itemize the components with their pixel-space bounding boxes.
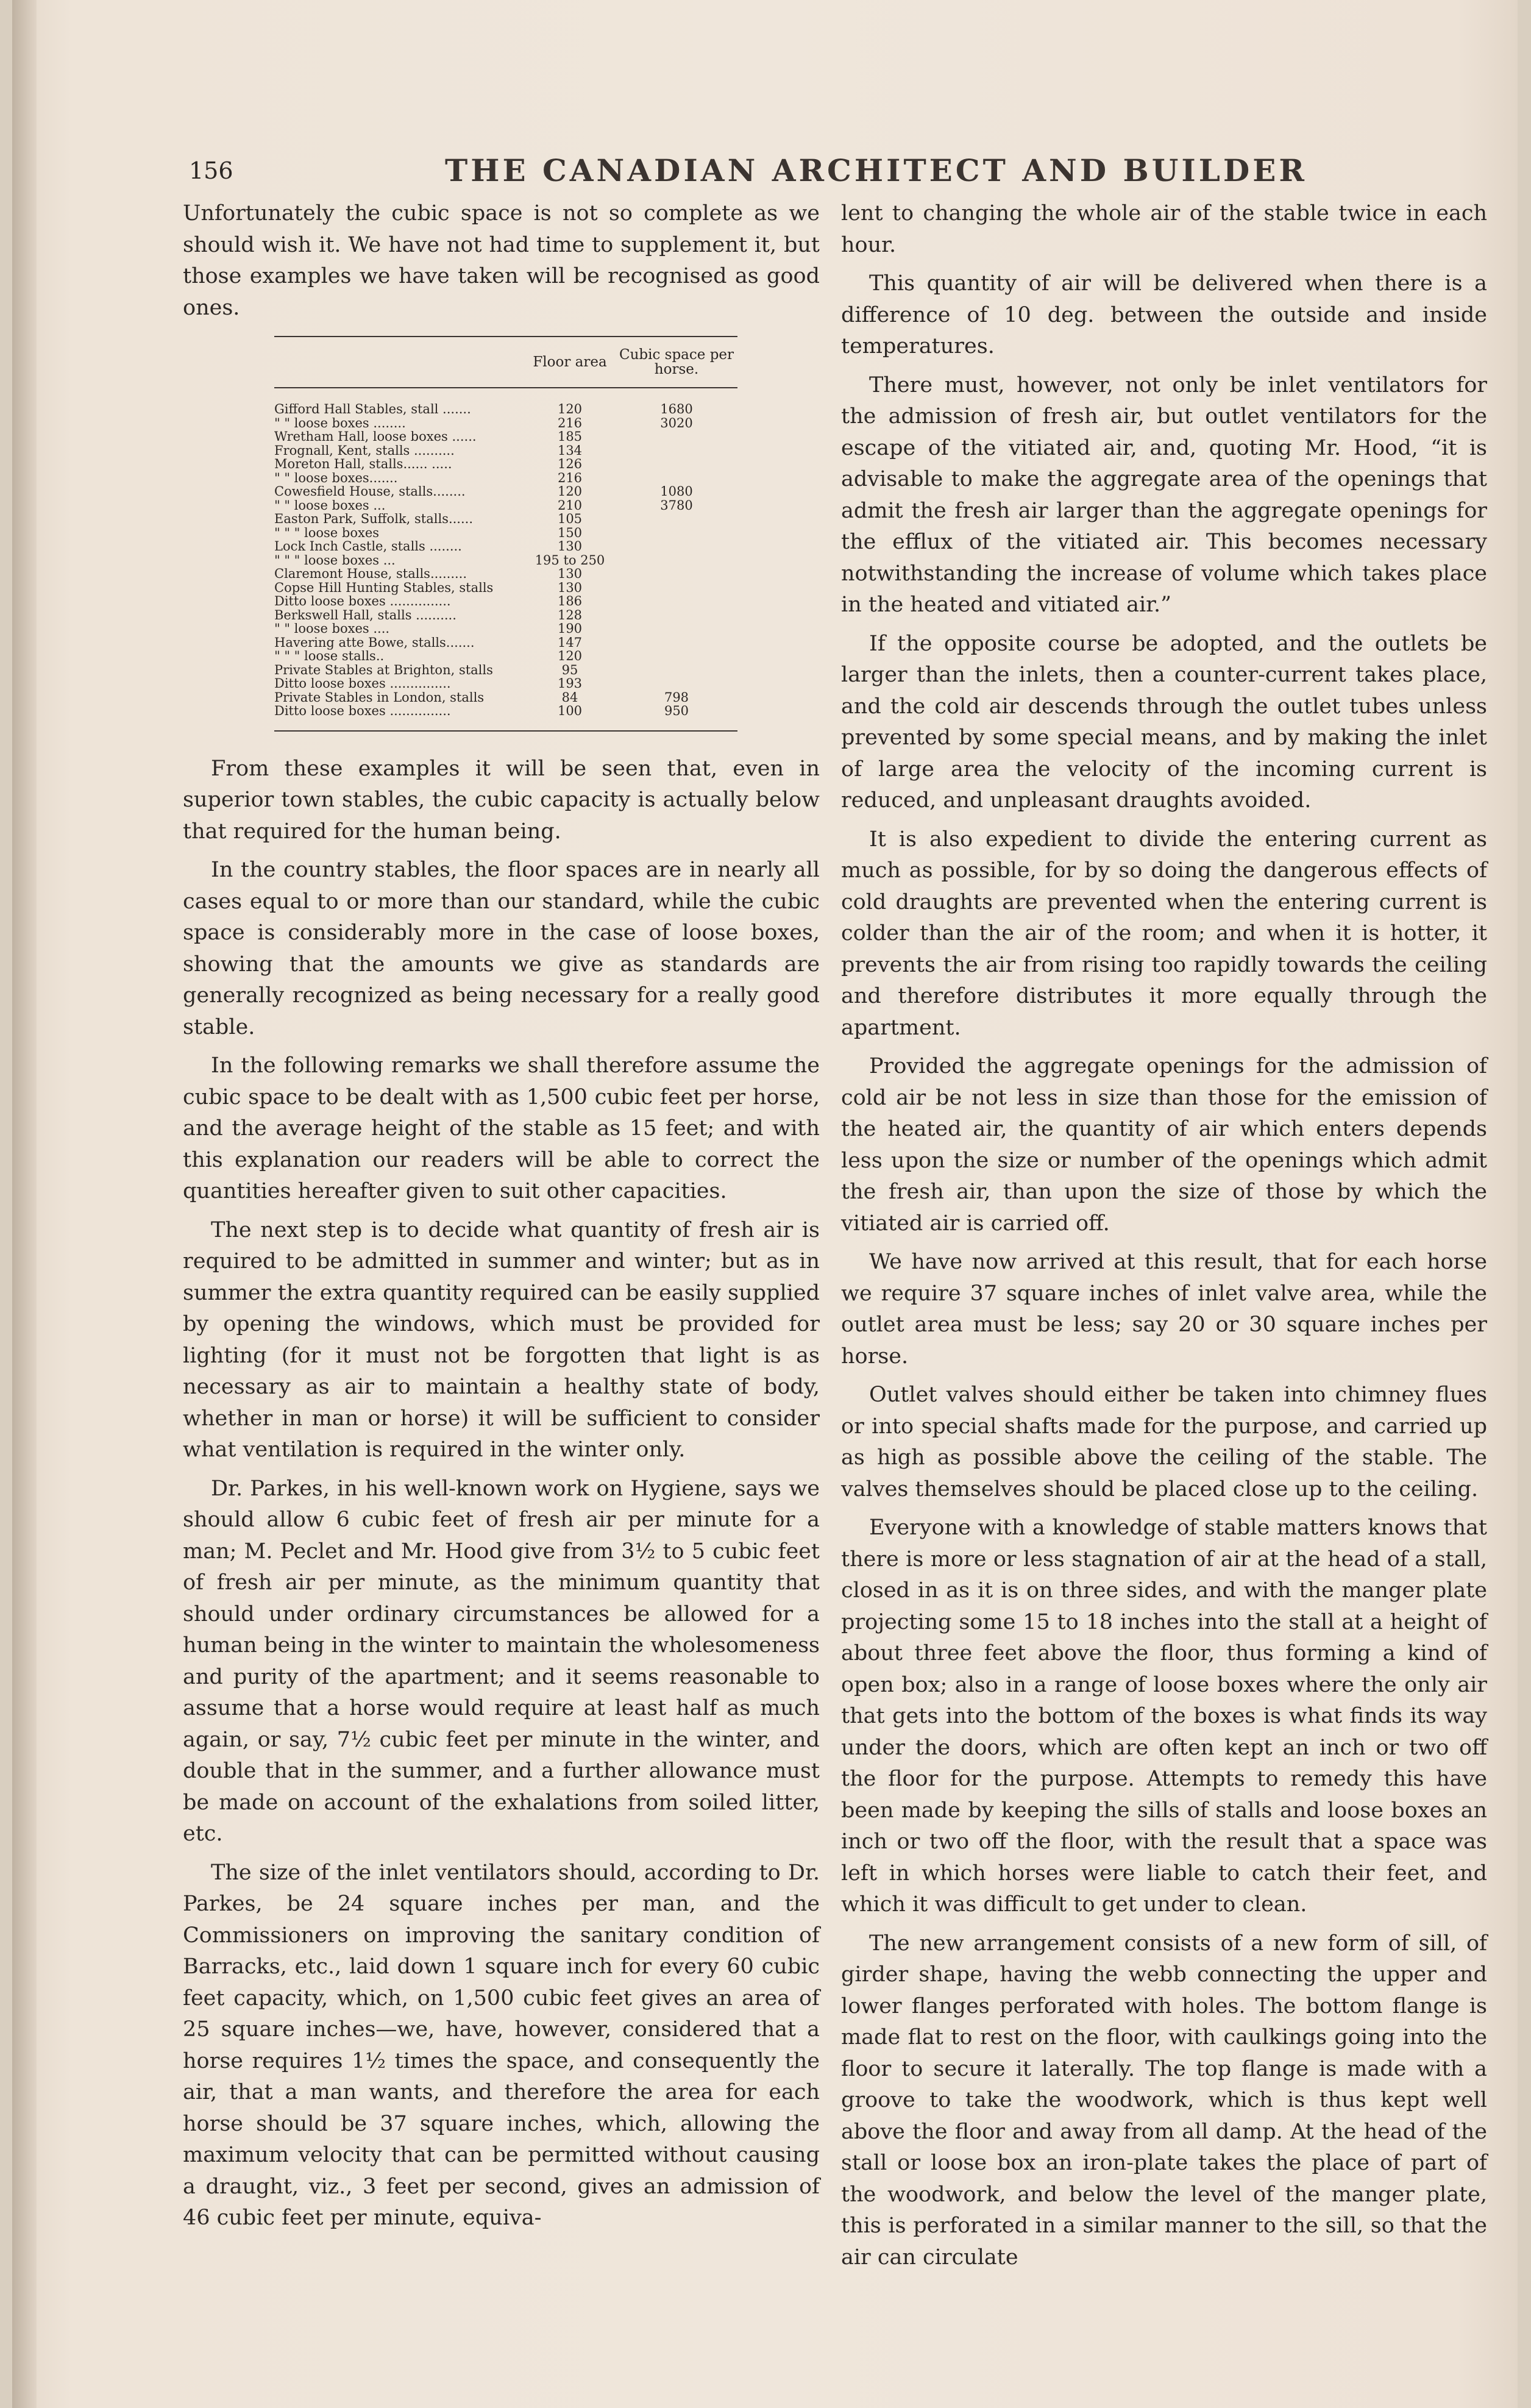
body-paragraph: Outlet valves should either be taken into chimney flues or into special shafts made for the purpose, and carried up as high as possible above the ceiling of the stable. The valves themselves should be placed close up to the ceiling. [841,1383,1487,1501]
table-cell-floor-area: 130 [557,580,583,595]
scanned-page [12,0,1518,2408]
body-paragraph: This quantity of air will be delivered when there is a difference of 10 deg. between the outside and inside temperatures. [841,271,1487,358]
body-paragraph: It is also expedient to divide the entering current as much as possible, for by so doing the dangerous effects of cold draughts are prevented when the entering current is colder than the air of the room; and when it is hotter, it prevents the air from rising too rapidly towards the ceiling and therefore distributes it more equally through the apartment. [841,827,1487,1040]
table-header-floor-area: Floor area [533,354,607,370]
table-cell-cubic-space: 950 [664,704,689,718]
table-cell-cubic-space [616,527,737,541]
table-cell-floor-area: 130 [557,566,583,581]
table-cell-floor-area: 186 [557,594,583,608]
left-body-text [183,753,820,2234]
table-row [274,582,737,596]
stable-examples-table [274,336,737,732]
table-cell-floor-area: 195 to 250 [535,552,605,568]
table-cell-floor-area: 150 [557,525,583,540]
table-row [274,431,737,445]
table-cell-cubic-space [616,623,737,637]
body-paragraph: The size of the inlet ventilators should, according to Dr. Parkes, be 24 square inches per man, and the Commissioners on improving the sanitary condition of Barracks, etc., laid down 1 square inch for every 60 cubic feet capacity, which, on 1,500 cubic feet gives an area of 25 square inches—we, have, however, considered that a horse requires 1½ times the space, and consequently the air, that a man wants, and therefore the area for each horse should be 37 square inches, which, allowing the maximum velocity that can be permitted without causing a draught, viz., 3 feet per second, gives an admission of 46 cubic feet per minute, equiva- [183,1860,820,2230]
table-cell-cubic-space [616,664,737,679]
right-column [841,198,1487,2281]
table-cell-stable: Ditto loose boxes ............... [274,596,451,608]
table-cell-stable: " " loose boxes .... [274,623,390,636]
body-paragraph: In the country stables, the floor spaces are in nearly all cases equal to or more than our standard, while the cubic space is considerably more in the case of loose boxes, showing that the amounts we give as standards are generally recognized as being necessary for a really good stable. [183,858,820,1039]
table-cell-floor-area: 210 [557,497,583,513]
table-cell-cubic-space: 3780 [660,497,693,513]
table-row [274,637,737,651]
table-header-cubic-space: Cubic space per horse. [619,347,734,377]
table-row [274,445,737,459]
table-cell-cubic-space: 1080 [660,484,693,499]
table-cell-stable: Berkswell Hall, stalls .......... [274,609,456,622]
body-paragraph: In the following remarks we shall therefore assume the cubic space to be dealt with as 1,500 cubic feet per horse, and the average height of the stable as 15 feet; and with this explanation our readers will be able to correct the quantities hereafter given to suit other capacities. [183,1053,820,1203]
table-cell-stable: " " " loose stalls.. [274,650,385,663]
body-paragraph: There must, however, not only be inlet ventilators for the admission of fresh air, but outlet ventilators for the escape of the vitiated air, and, quoting Mr. Hood, “it is advisable to make the aggregate area of the openings that admit the fresh air larger than the aggregate openings for the efflux of the vitiated air. This becomes necessary notwithstanding the increase of volume which takes place in the heated and vitiated air.” [841,372,1487,617]
table-cell-floor-area: 134 [557,443,583,458]
table-cell-cubic-space [616,596,737,610]
page-header [189,152,1493,195]
table-cell-stable: Wretham Hall, loose boxes ...... [274,431,477,444]
table-cell-floor-area: 216 [557,470,583,485]
table-cell-cubic-space [616,568,737,582]
table-header-row [274,337,737,387]
intro-paragraph: Unfortunately the cubic space is not so complete as we should wish it. We have not had time to supplement it, but those examples we have taken will be recognised as good ones. [183,201,820,320]
table-row [274,552,737,569]
table-row [274,596,737,610]
table-cell-stable: Easton Park, Suffolk, stalls...... [274,513,473,526]
table-cell-stable: Lock Inch Castle, stalls ........ [274,541,462,554]
body-paragraph: We have now arrived at this result, that for each horse we require 37 square inches of inlet valve area, while the outlet area must be less; say 20 or 30 square inches per horse. [841,1250,1487,1369]
table-cell-cubic-space: 798 [664,689,689,705]
table-cell-stable: " " " loose boxes [274,527,380,540]
table-row [274,664,737,679]
body-paragraph: If the opposite course be adopted, and the outlets be larger than the inlets, then a counter-current takes place, and the cold air descends through the outlet tubes unless prevented by some special means, and by making the inlet of large area the velocity of the incoming current is reduced, and unpleasant draughts avoided. [841,631,1487,813]
table-cell-stable: Ditto loose boxes ............... [274,705,451,718]
table-cell-stable: Havering atte Bowe, stalls....... [274,636,475,650]
table-cell-cubic-space [616,582,737,596]
table-cell-stable: Private Stables at Brighton, stalls [274,664,493,677]
table-cell-stable: Claremont House, stalls......... [274,568,467,581]
table-cell-cubic-space [616,431,737,445]
table-cell-stable: Cowesfield House, stalls........ [274,486,466,499]
table-cell-cubic-space [616,650,737,664]
body-paragraph: From these examples it will be seen that, even in superior town stables, the cubic capacity is actually below that required for the human being. [183,756,820,844]
table-row [274,527,737,541]
table-cell-stable: Gifford Hall Stables, stall ....... [274,404,471,416]
table-cell-stable: " " loose boxes....... [274,472,398,485]
body-paragraph: The next step is to decide what quantity of fresh air is required to be admitted in summer and winter; but as in summer the extra quantity required can be easily supplied by opening the windows, which must be provided for lighting (for it must not be forgotten that light is as necessary as air to maintain a healthy state of body, whether in man or horse) it will be sufficient to consider what ventilation is required in the winter only. [183,1217,820,1462]
table-cell-floor-area: 193 [557,676,583,691]
table-row [274,650,737,664]
right-body-text [841,198,1487,2273]
table-cell-stable: Ditto loose boxes ............... [274,678,451,691]
table-cell-stable: " " " loose boxes ... [274,554,396,568]
table-bottom-rule [274,730,737,732]
table-cell-cubic-space: 3020 [660,415,693,430]
table-cell-stable: " " loose boxes ... [274,499,386,513]
body-paragraph: lent to changing the whole air of the stable twice in each hour. [841,201,1487,257]
table-cell-floor-area: 128 [557,607,583,622]
table-cell-floor-area: 120 [557,484,583,499]
body-paragraph: The new arrangement consists of a new form of sill, of girder shape, having the webb connecting the upper and lower flanges perforated with holes. The bottom flange is made flat to rest on the floor, with caulkings going into the floor to secure it laterally. The top flange is made with a groove to take the woodwork, which is thus kept well above the floor and away from all damp. At the head of the stall or loose box an iron-plate takes the place of part of the woodwork, and below the level of the manger plate, this is perforated in a similar manner to the sill, so that the air can circulate [841,1931,1487,2270]
table-cell-cubic-space [616,445,737,459]
table-row [274,513,737,527]
table-cell-stable: Copse Hill Hunting Stables, stalls [274,582,494,595]
body-paragraph: Everyone with a knowledge of stable matters knows that there is more or less stagnation of air at the head of a stall, closed in as it is on three sides, and with the manger plate projecting some 15 to 18 inches into the stall at a height of about three feet above the floor, thus forming a kind of open box; also in a range of loose boxes where the only air that gets into the bottom of the boxes is what finds its way under the doors, which are often kept an inch or two off the floor for the purpose. Attempts to remedy this have been made by keeping the sills of stalls and loose boxes an inch or two off the floor, with the result that a space was left in which horses were liable to catch their feet, and which it was difficult to get under to clean. [841,1516,1487,1917]
table-row [274,497,737,514]
body-paragraph: Provided the aggregate openings for the admission of cold air be not less in size than those for the emission of the heated air, the quantity of air which enters depends less upon the size or number of the openings which admit the fresh air, than upon the size of those by which the vitiated air is carried off. [841,1054,1487,1236]
body-paragraph: Dr. Parkes, in his well-known work on Hygiene, says we should allow 6 cubic feet of fresh air per minute for a man; M. Peclet and Mr. Hood give from 3½ to 5 cubic feet of fresh air per minute, as the minimum quantity that should under ordinary circumstances be allowed for a human being in the winter to maintain the wholesomeness and purity of the apartment; and it seems reasonable to assume that a horse would require at least half as much again, or say, 7½ cubic feet per minute in the winter, and double that in the summer, and a further allowance must be made on account of the exhalations from soiled litter, etc. [183,1476,820,1846]
table-cell-floor-area: 100 [557,704,583,718]
table-cell-stable: " " loose boxes ........ [274,417,406,430]
table-row [274,607,737,624]
table-row [274,568,737,582]
table-row [274,415,737,432]
table-cell-floor-area: 120 [557,402,583,416]
table-cell-floor-area: 130 [557,539,583,554]
table-cell-floor-area: 84 [561,689,578,705]
table-row [274,541,737,555]
table-cell-floor-area: 95 [561,662,578,677]
page-number: 156 [189,157,233,184]
journal-title: THE CANADIAN ARCHITECT AND BUILDER [445,152,1307,188]
table-cell-cubic-space: 1680 [660,402,693,416]
table-cell-floor-area: 105 [557,511,583,526]
table-cell-floor-area: 120 [557,649,583,663]
table-cell-floor-area: 126 [557,457,583,471]
table-row [274,623,737,637]
table-cell-cubic-space [616,541,737,555]
table-cell-cubic-space [616,610,737,624]
table-cell-cubic-space [616,637,737,651]
table-row [274,705,737,719]
table-body [274,388,737,730]
table-row [274,458,737,472]
table-cell-cubic-space [616,458,737,472]
table-cell-floor-area: 185 [557,429,583,444]
table-cell-stable: Private Stables in London, stalls [274,691,485,705]
table-cell-cubic-space [616,513,737,527]
left-column [183,198,820,2242]
table-cell-cubic-space [616,555,737,569]
table-cell-floor-area: 147 [557,635,583,650]
table-cell-floor-area: 190 [557,621,583,636]
table-cell-stable: Frognall, Kent, stalls .......... [274,444,455,458]
page-gutter [12,0,37,2408]
table-cell-floor-area: 216 [557,415,583,430]
table-cell-stable: Moreton Hall, stalls...... ..... [274,458,452,471]
